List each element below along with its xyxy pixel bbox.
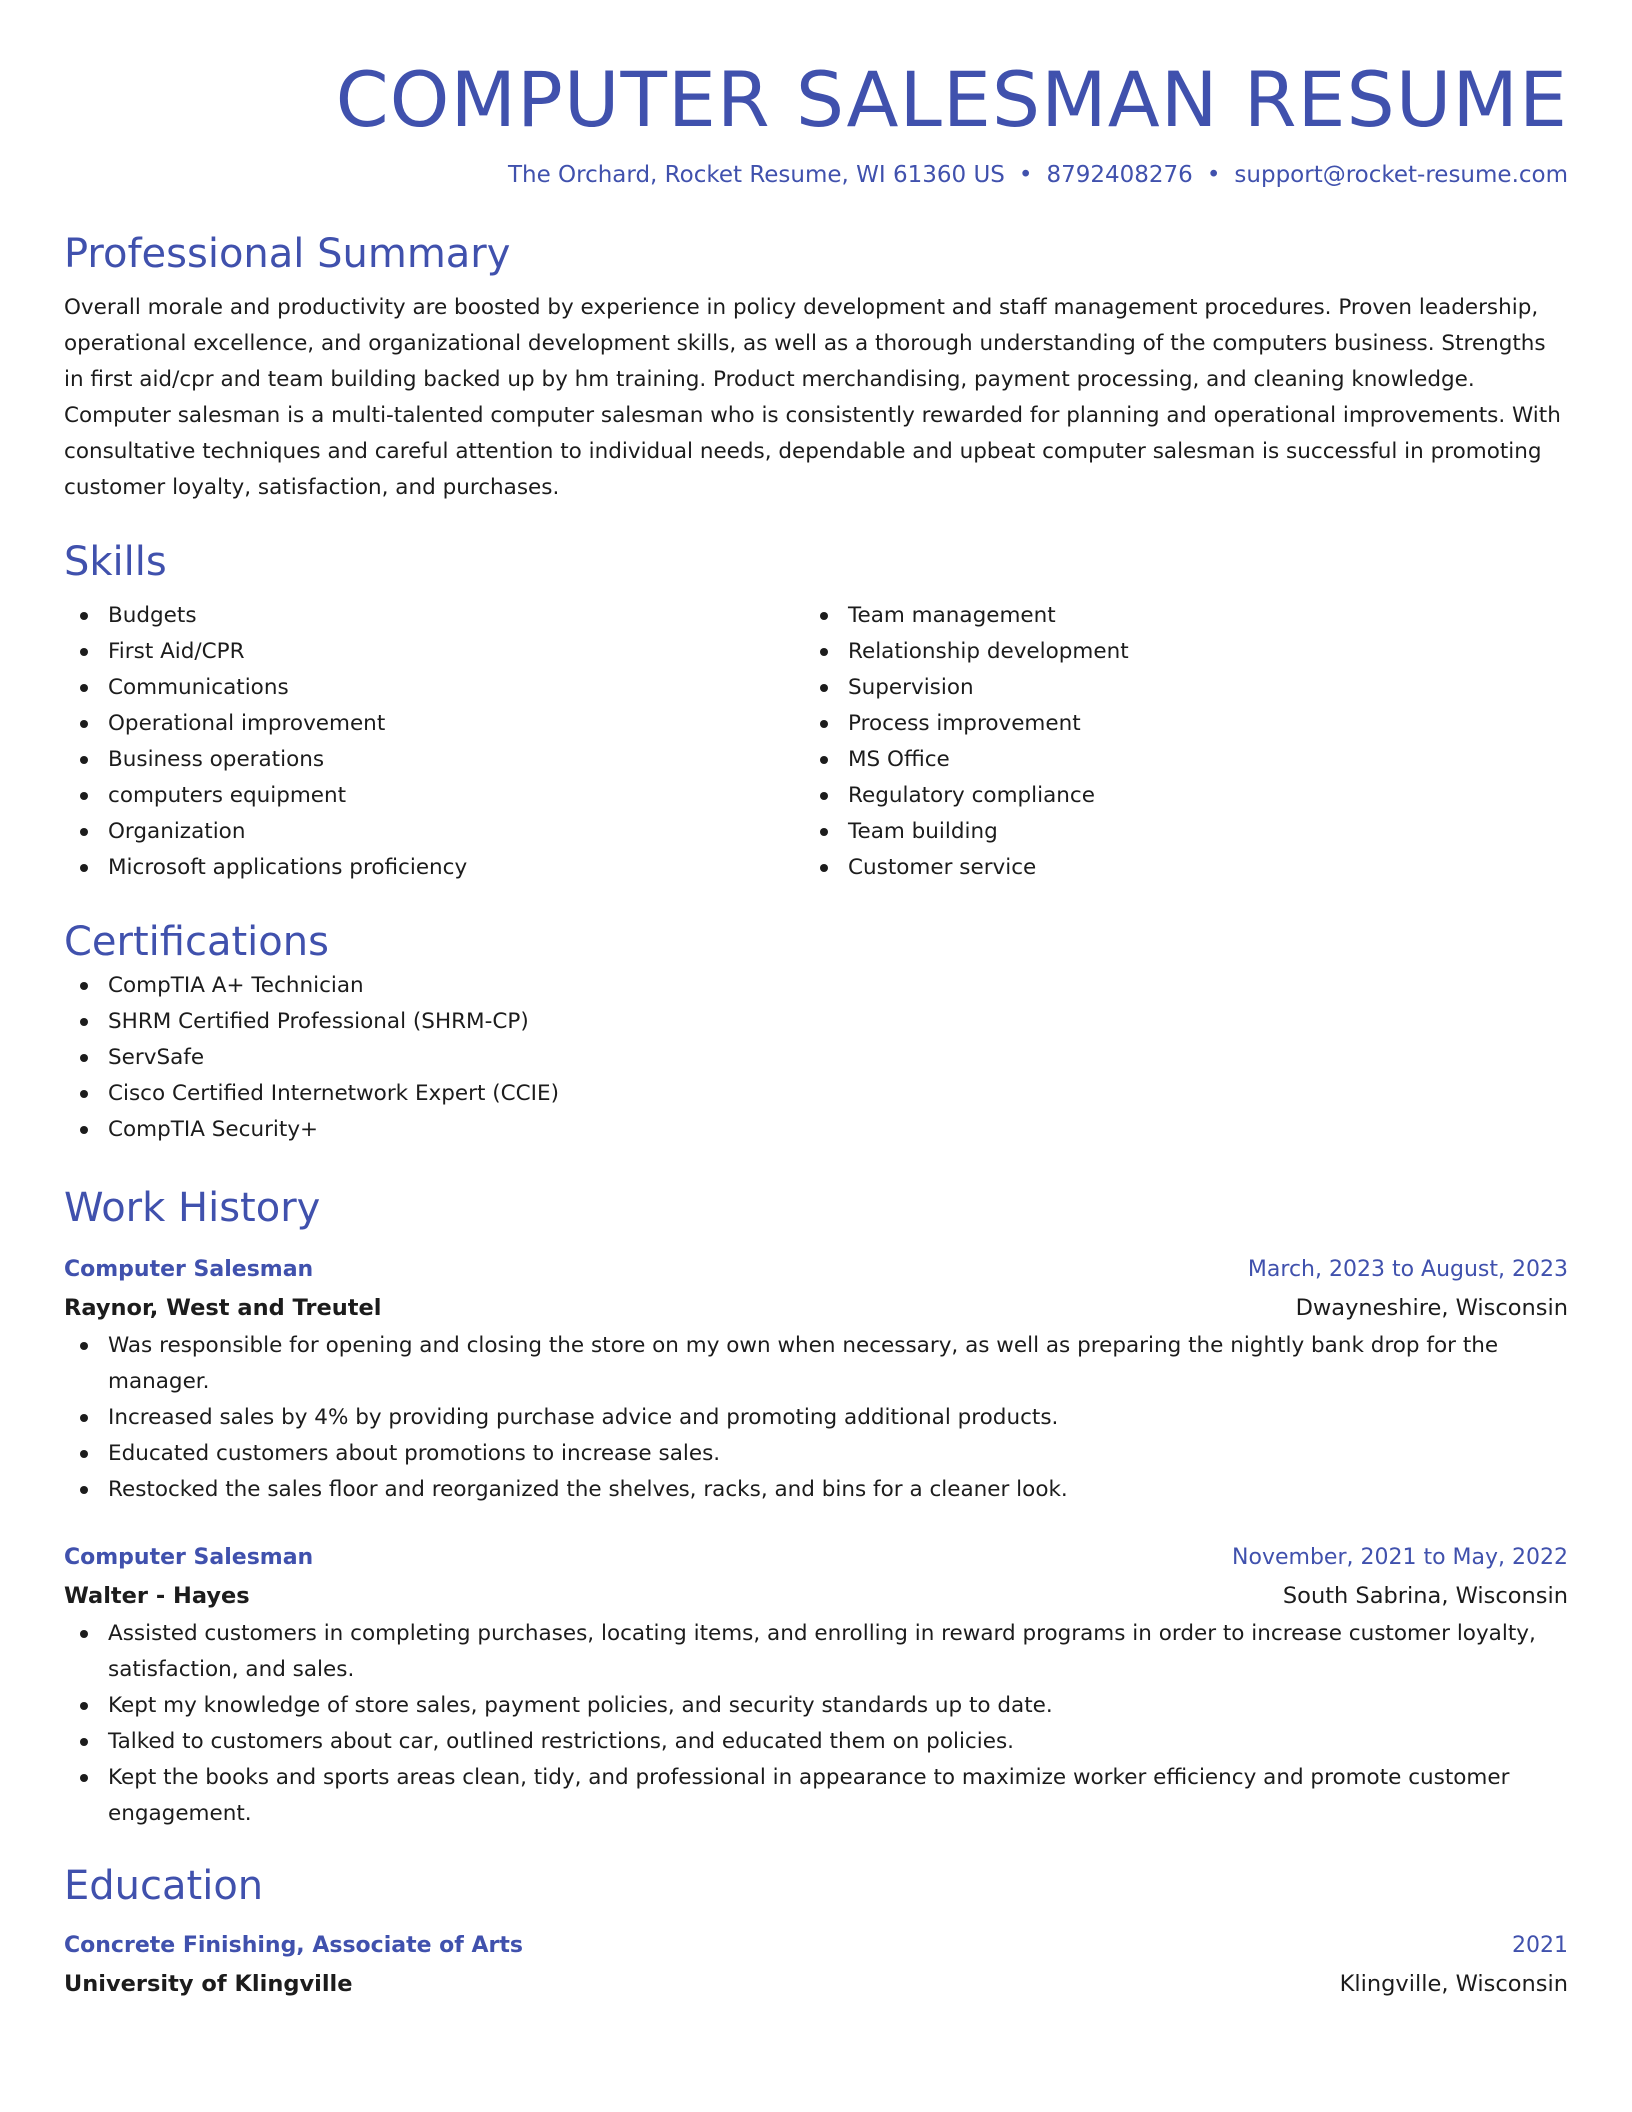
skill-item: computers equipment [64,778,804,814]
education-degree: Concrete Finishing, Associate of Arts [64,1933,524,1958]
responsibility-item: Kept my knowledge of store sales, payment policies, and security standards up to date. [64,1688,1568,1724]
responsibility-item: Talked to customers about car, outlined restrictions, and educated them on policies. [64,1724,1568,1760]
contact-separator: • [1206,162,1221,188]
skill-item: Microsoft applications proficiency [64,850,804,886]
education-school-row [64,1964,1568,2004]
skill-item: Regulatory compliance [804,778,1568,814]
job-responsibilities [64,1616,1568,1832]
job-header-row [64,1252,1568,1288]
responsibility-item: Educated customers about promotions to increase sales. [64,1436,1568,1472]
job-dates: November, 2021 to May, 2022 [1232,1545,1568,1570]
education-heading: Education [64,1863,264,1909]
responsibility-item: Kept the books and sports areas clean, tidy, and professional in appearance to maximize worker efficiency and promote customer engagement. [64,1760,1568,1832]
skill-item: Team management [804,598,1568,634]
contact-line [64,160,1568,190]
skill-item: Process improvement [804,706,1568,742]
responsibility-item: Restocked the sales floor and reorganized the shelves, racks, and bins for a cleaner look. [64,1472,1568,1508]
certification-item: Cisco Certified Internetwork Expert (CCIE) [64,1076,1568,1112]
resume-title: COMPUTER SALESMAN RESUME [335,55,1568,144]
skills-list-right [804,598,1568,886]
job-location: Dwayneshire, Wisconsin [1295,1295,1568,1321]
education-degree-row [64,1928,1568,1964]
education-entry [64,1928,1568,2004]
certification-item: CompTIA Security+ [64,1112,1568,1148]
job-title: Computer Salesman [64,1257,314,1282]
skills-list-left [64,598,804,886]
contact-email: support@rocket-resume.com [1234,162,1568,188]
skill-item: Relationship development [804,634,1568,670]
responsibility-item: Assisted customers in completing purchases, locating items, and enrolling in reward programs in order to increase customer loyalty, satisfaction, and sales. [64,1616,1568,1688]
skill-item: Business operations [64,742,804,778]
skill-item: Operational improvement [64,706,804,742]
certifications-list [64,968,1568,1148]
job-company-row [64,1576,1568,1616]
job-company-row [64,1288,1568,1328]
education-location: Klingville, Wisconsin [1339,1971,1568,1997]
skill-item: Organization [64,814,804,850]
job-entry [64,1252,1568,1508]
summary-heading: Professional Summary [64,231,511,277]
skill-item: Budgets [64,598,804,634]
skill-item: Communications [64,670,804,706]
certification-item: SHRM Certified Professional (SHRM-CP) [64,1004,1568,1040]
work-history-heading: Work History [64,1185,321,1231]
contact-separator: • [1018,162,1033,188]
job-company: Raynor, West and Treutel [64,1295,382,1321]
certification-item: ServSafe [64,1040,1568,1076]
skills-heading: Skills [64,539,167,585]
certification-item: CompTIA A+ Technician [64,968,1568,1004]
certifications-heading: Certifications [64,919,329,965]
skill-item: First Aid/CPR [64,634,804,670]
skill-item: Team building [804,814,1568,850]
contact-phone: 8792408276 [1046,162,1193,188]
job-responsibilities [64,1328,1568,1508]
job-location: South Sabrina, Wisconsin [1282,1583,1568,1609]
summary-text: Overall morale and productivity are boosted by experience in policy development and staff management procedures. Proven leadership, operational excellence, and organizational development skills, as well as a thorough understanding of the computers business. Strengths in first aid/cpr and team building backed up by hm training. Product merchandising, payment processing, and cleaning knowledge. Computer salesman is a multi-talented computer salesman who is consistently rewarded for planning and operational improvements. With consultative techniques and careful attention to individual needs, dependable and upbeat computer salesman is successful in promoting customer loyalty, satisfaction, and purchases. [64,295,1561,500]
skill-item: MS Office [804,742,1568,778]
job-dates: March, 2023 to August, 2023 [1247,1257,1568,1282]
education-year: 2021 [1512,1933,1568,1958]
job-company: Walter - Hayes [64,1583,250,1609]
job-header-row [64,1540,1568,1576]
responsibility-item: Was responsible for opening and closing the store on my own when necessary, as well as preparing the nightly bank drop for the manager. [64,1328,1568,1400]
job-entry [64,1540,1568,1832]
education-school: University of Klingville [64,1971,353,1997]
skill-item: Customer service [804,850,1568,886]
skill-item: Supervision [804,670,1568,706]
skills-columns [64,598,1568,886]
contact-address: The Orchard, Rocket Resume, WI 61360 US [507,162,1005,188]
responsibility-item: Increased sales by 4% by providing purchase advice and promoting additional products. [64,1400,1568,1436]
job-title: Computer Salesman [64,1545,314,1570]
